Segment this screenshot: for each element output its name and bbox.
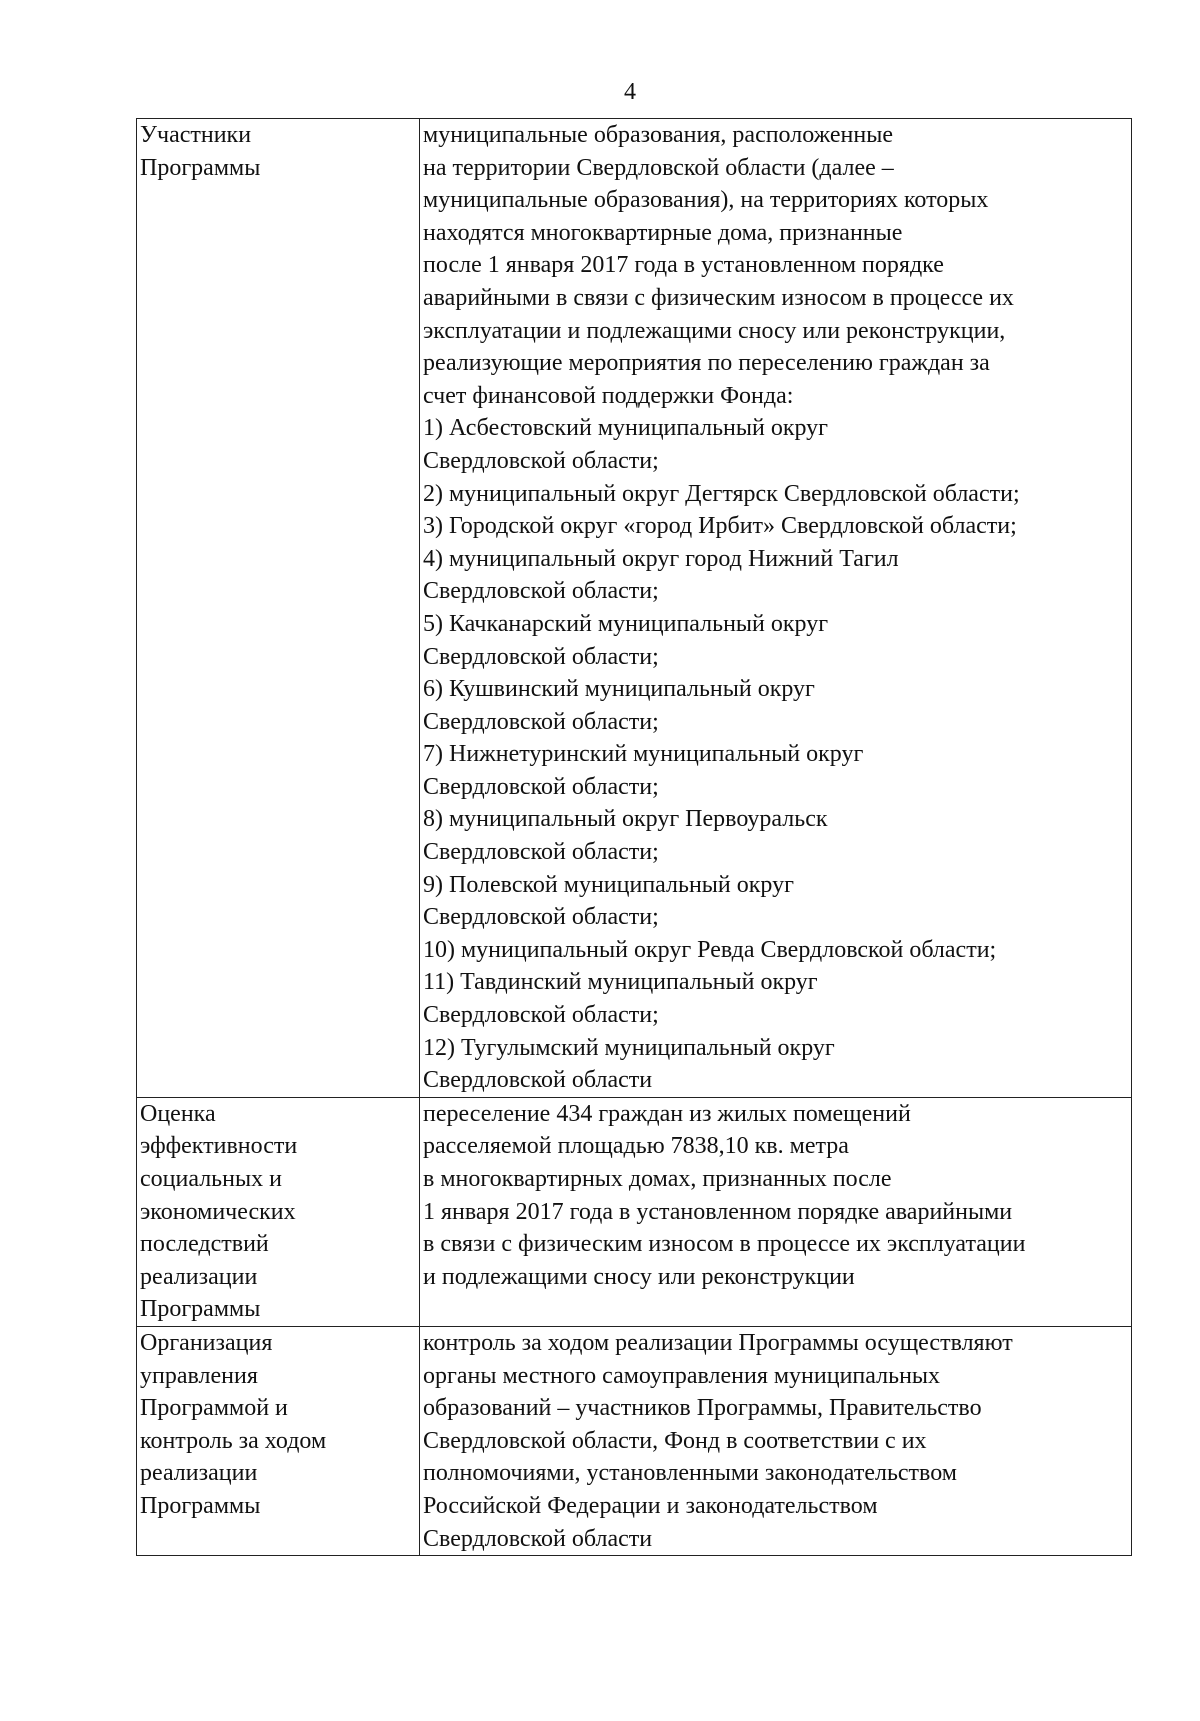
label-line: последствий [140,1231,269,1258]
table-body [137,119,1132,1556]
value-line: 8) муниципальный округ Первоуральск [423,806,828,833]
row-label-cell [137,1326,420,1555]
row-value-cell [420,1326,1132,1555]
value-line: 11) Тавдинский муниципальный округ [423,969,818,996]
value-line: после 1 января 2017 года в установленном порядке [423,252,944,279]
label-line: Программы [140,154,261,181]
value-line: Свердловской области; [423,578,659,605]
value-line: контроль за ходом реализации Программы осуществляют [423,1329,1013,1356]
value-line: Свердловской области; [423,839,659,866]
value-line: 4) муниципальный округ город Нижний Тагил [423,545,899,572]
row-label-cell [137,1097,420,1326]
label-line: реализации [140,1460,258,1487]
label-line: Программой и [140,1395,288,1422]
value-line: 1) Асбестовский муниципальный округ [423,415,829,442]
value-line: 2) муниципальный округ Дегтярск Свердловской области; [423,480,1020,507]
row-value-cell [420,1097,1132,1326]
value-line: 9) Полевской муниципальный округ [423,871,794,898]
value-line: Свердловской области; [423,447,659,474]
value-line: счет финансовой поддержки Фонда: [423,382,794,409]
value-line: эксплуатации и подлежащими сносу или реконструкции, [423,317,1006,344]
program-passport-table [136,118,1132,1556]
row-participants [137,119,1132,1098]
value-line: в многоквартирных домах, признанных после [423,1166,892,1192]
value-line: Свердловской области [423,1525,653,1552]
value-line: на территории Свердловской области (далее – [423,154,894,181]
value-line: находятся многоквартирные дома, признанные [423,219,903,246]
row-value-cell [420,119,1132,1098]
value-line: Свердловской области; [423,773,659,800]
value-line: 3) Городской округ «город Ирбит» Свердловской области; [423,513,1017,540]
value-line: аварийными в связи с физическим износом в процессе их [423,284,1014,311]
row-label-cell [137,119,420,1098]
value-line: Свердловской области; [423,1002,659,1029]
value-line: Свердловской области [423,1067,653,1094]
label-line: управления [140,1362,258,1389]
value-line: Российской Федерации и законодательством [423,1492,878,1519]
value-line: 1 января 2017 года в установленном порядке аварийными [423,1198,1013,1225]
value-line: 6) Кушвинский муниципальный округ [423,676,815,703]
value-line: Свердловской области; [423,643,659,670]
value-line: 5) Качканарский муниципальный округ [423,610,829,637]
label-line: Программы [140,1296,261,1323]
label-line: Участники [140,122,252,148]
value-line: переселение 434 граждан из жилых помещений [423,1100,911,1127]
label-line: экономических [140,1198,296,1225]
value-line: 7) Нижнетуринский муниципальный округ [423,741,864,768]
value-line: Свердловской области, Фонд в соответствии с их [423,1427,927,1454]
value-line: муниципальные образования), на территориях которых [423,187,989,214]
label-line: контроль за ходом [140,1427,327,1454]
label-line: Оценка [140,1100,216,1127]
value-line: Свердловской области; [423,904,659,931]
label-line: эффективности [140,1133,298,1160]
value-line: и подлежащими сносу или реконструкции [423,1263,855,1290]
label-line: Организация [140,1329,273,1356]
value-line: 10) муниципальный округ Ревда Свердловской области; [423,936,997,963]
row-effectiveness [137,1097,1132,1326]
value-line: реализующие мероприятия по переселению граждан за [423,350,990,377]
value-line: образований – участников Программы, Правительство [423,1395,982,1422]
value-line: расселяемой площадью 7838,10 кв. метра [423,1133,849,1160]
value-line: 12) Тугулымский муниципальный округ [423,1034,835,1061]
label-line: реализации [140,1263,258,1290]
value-line: в связи с физическим износом в процессе их эксплуатации [423,1231,1026,1258]
value-line: полномочиями, установленными законодательством [423,1460,957,1487]
value-line: органы местного самоуправления муниципальных [423,1362,941,1389]
value-line: муниципальные образования, расположенные [423,122,894,148]
page-number: 4 [624,79,636,105]
value-line: Свердловской области; [423,708,659,735]
label-line: социальных и [140,1166,282,1192]
label-line: Программы [140,1492,261,1519]
row-management [137,1326,1132,1555]
